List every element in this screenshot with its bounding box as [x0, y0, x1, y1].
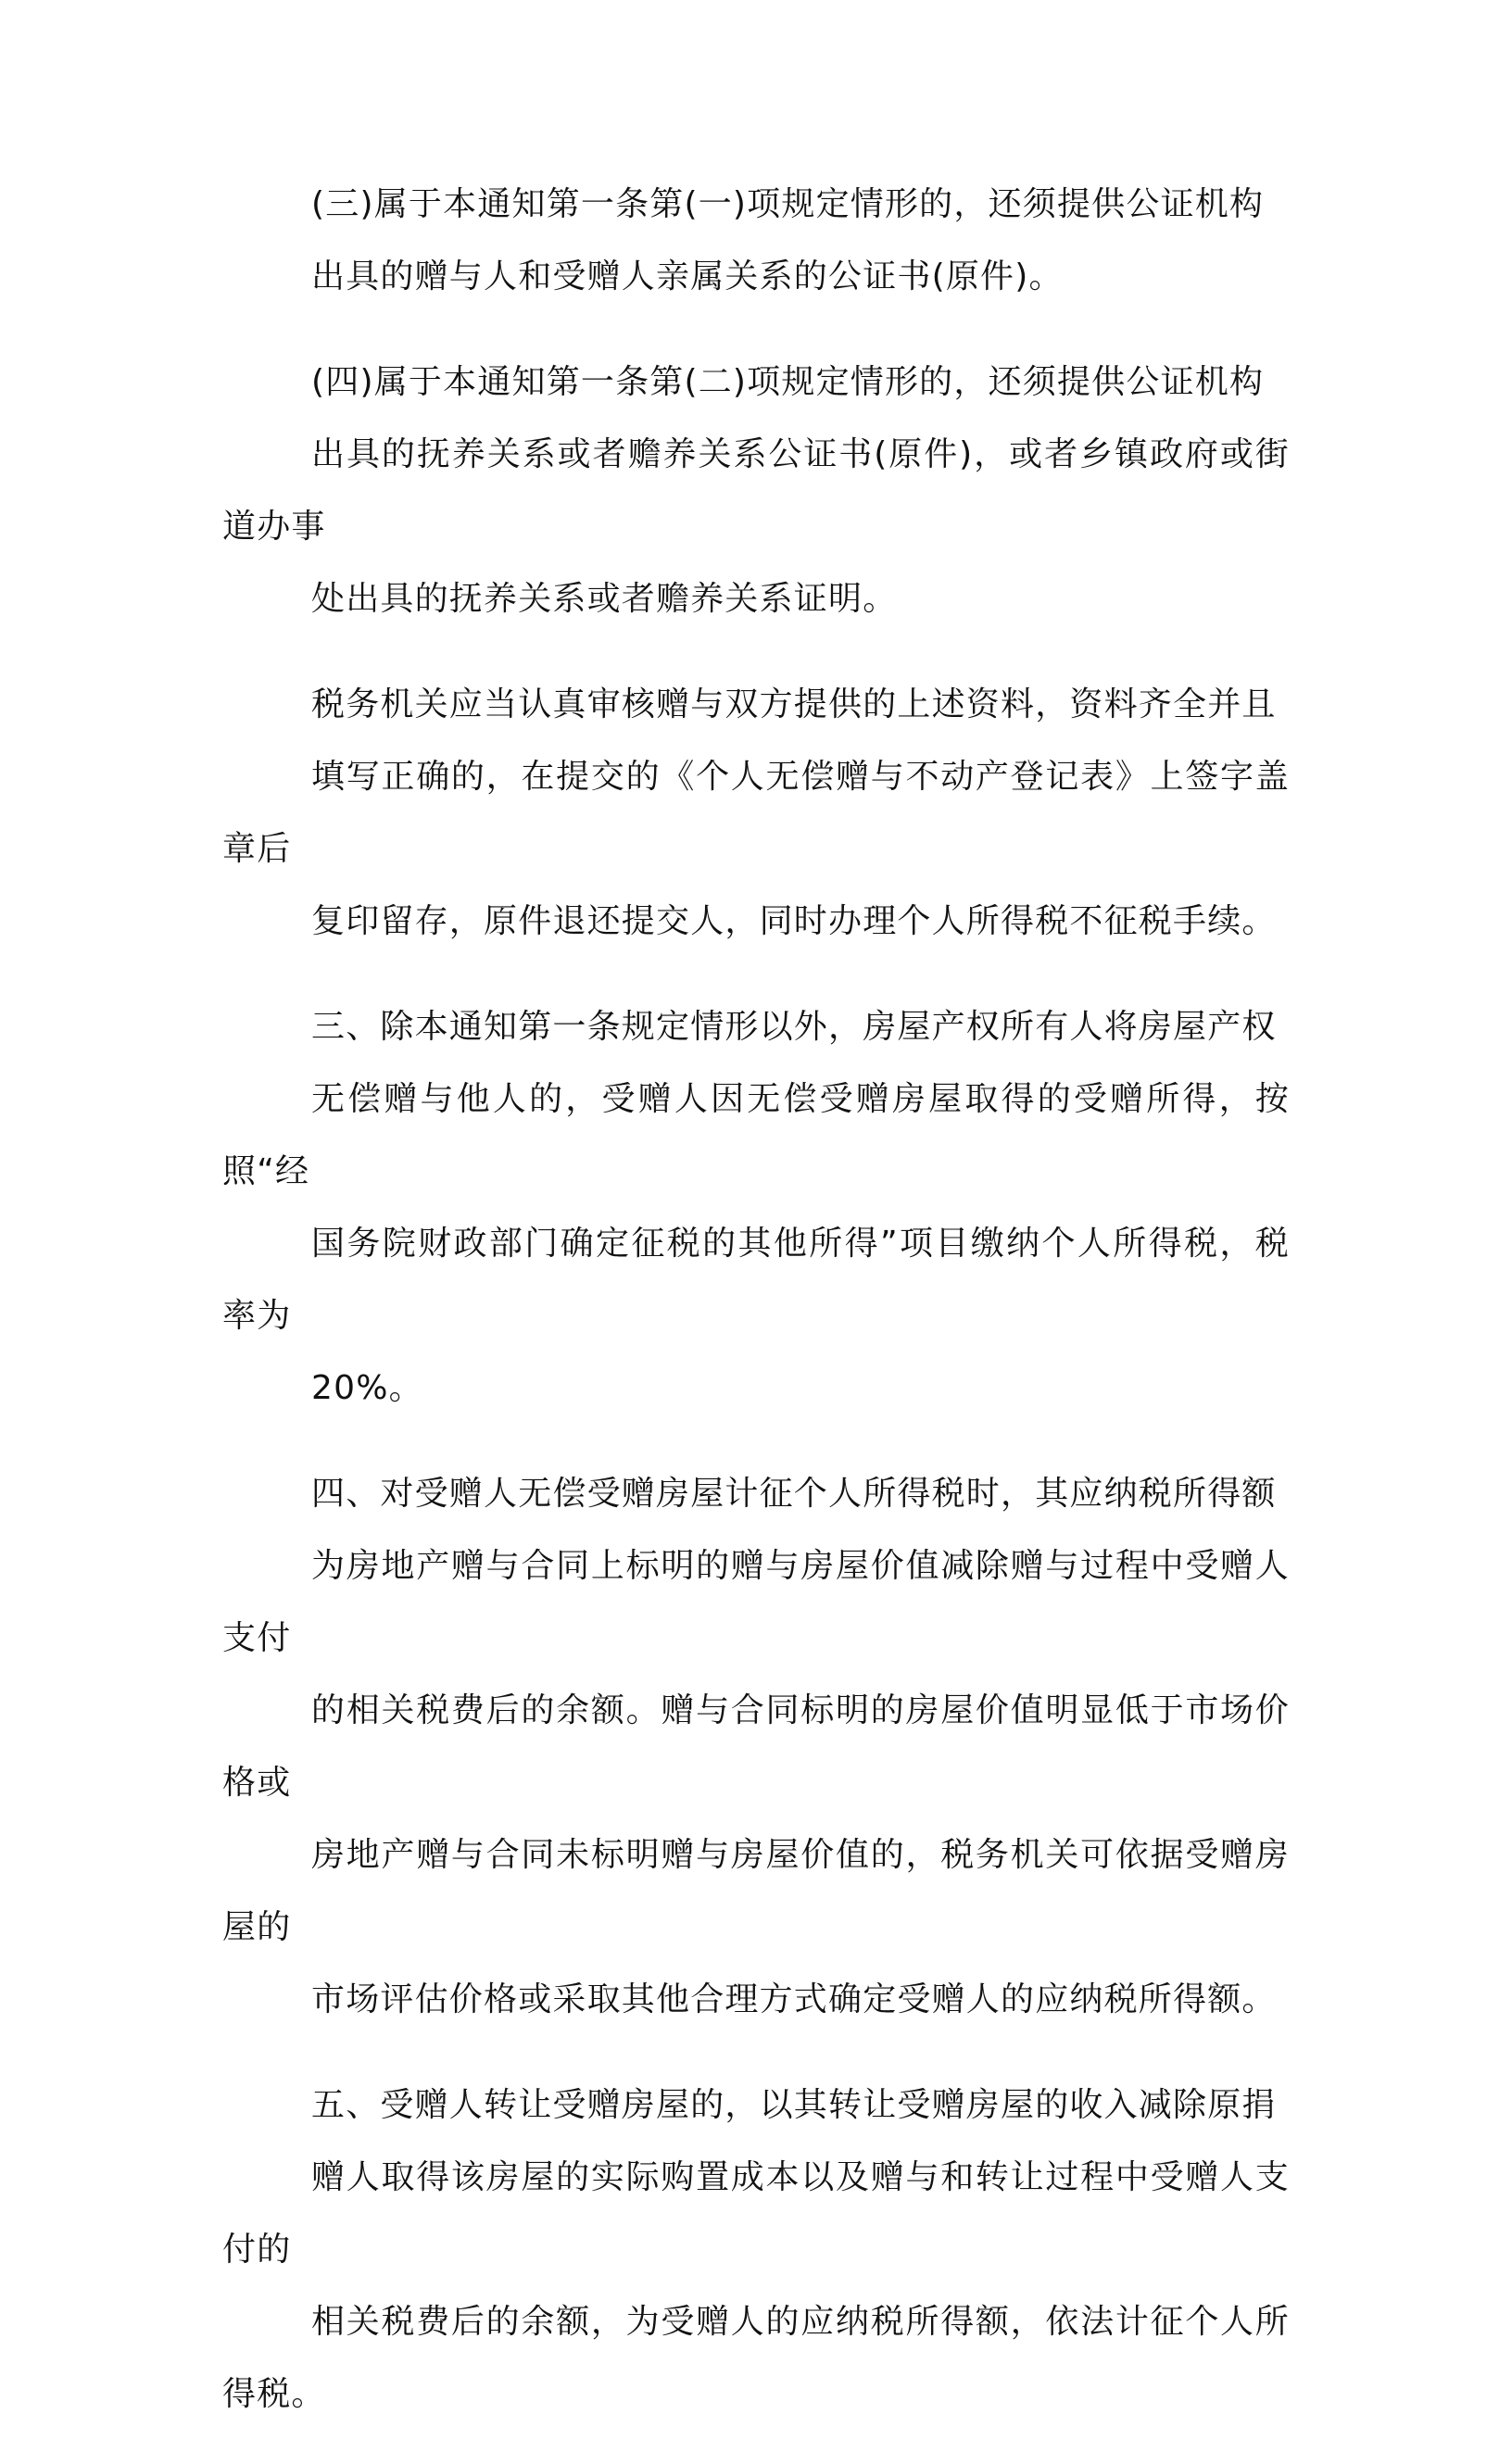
- text-line: 出具的抚养关系或者赡养关系公证书(原件)，或者乡镇政府或街道办事: [222, 435, 1290, 546]
- text-line: 市场评估价格或采取其他合理方式确定受赠人的应纳税所得额。: [311, 1980, 1277, 2018]
- text-line: 四、对受赠人无偿受赠房屋计征个人所得税时，其应纳税所得额: [311, 1475, 1277, 1513]
- text-line: 三、除本通知第一条规定情形以外，房屋产权所有人将房屋产权: [311, 1008, 1277, 1046]
- text-line: 处出具的抚养关系或者赡养关系证明。: [311, 580, 898, 618]
- paragraph-section-three: [222, 991, 1290, 1425]
- text-line: 20%。: [311, 1369, 423, 1407]
- text-line: (三)属于本通知第一条第(一)项规定情形的，还须提供公证机构: [311, 185, 1265, 223]
- text-line: 房地产赠与合同未标明赠与房屋价值的，税务机关可依据受赠房屋的: [222, 1836, 1290, 1946]
- paragraph-section-five: [222, 2069, 1290, 2431]
- paragraph-section-four: [222, 1458, 1290, 2036]
- document-page: [222, 169, 1290, 2464]
- paragraph-notarization-kinship: [222, 169, 1290, 313]
- text-line: 相关税费后的余额，为受赠人的应纳税所得额，依法计征个人所得税。: [222, 2303, 1290, 2413]
- text-line: 复印留存，原件退还提交人，同时办理个人所得税不征税手续。: [311, 902, 1277, 940]
- text-line: 税务机关应当认真审核赠与双方提供的上述资料，资料齐全并且: [311, 685, 1277, 723]
- text-line: 填写正确的，在提交的《个人无偿赠与不动产登记表》上签字盖章后: [222, 758, 1290, 868]
- text-line: 的相关税费后的余额。赠与合同标明的房屋价值明显低于市场价格或: [222, 1691, 1290, 1802]
- text-line: 赠人取得该房屋的实际购置成本以及赠与和转让过程中受赠人支付的: [222, 2158, 1290, 2269]
- paragraph-tax-authority-review: [222, 669, 1290, 958]
- text-line: (四)属于本通知第一条第(二)项规定情形的，还须提供公证机构: [311, 363, 1265, 401]
- text-line: 国务院财政部门确定征税的其他所得”项目缴纳个人所得税，税率为: [222, 1225, 1290, 1335]
- paragraph-notarization-support: [222, 346, 1290, 635]
- text-line: 为房地产赠与合同上标明的赠与房屋价值减除赠与过程中受赠人支付: [222, 1547, 1290, 1657]
- text-line: 出具的赠与人和受赠人亲属关系的公证书(原件)。: [311, 258, 1064, 295]
- text-line: 无偿赠与他人的，受赠人因无偿受赠房屋取得的受赠所得，按照“经: [222, 1080, 1290, 1190]
- text-line: 五、受赠人转让受赠房屋的，以其转让受赠房屋的收入减除原捐: [311, 2086, 1277, 2124]
